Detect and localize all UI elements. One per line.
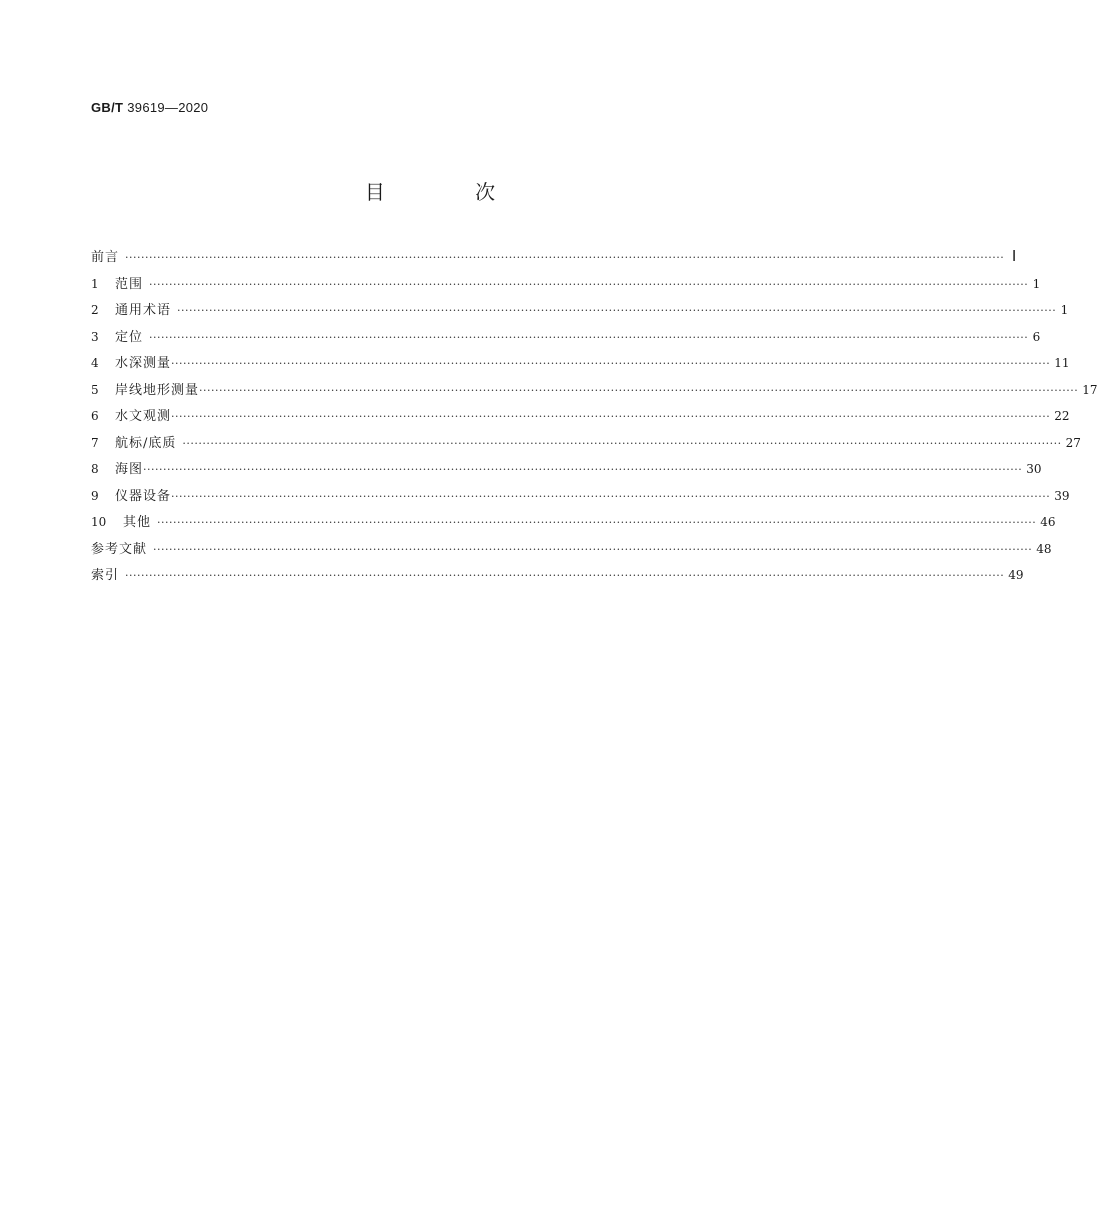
standard-code [91,100,208,115]
toc-entry-others[interactable] [91,509,1056,536]
toc-leader-dots: ···························································································································································································································· [171,489,1051,503]
toc-entry-bathymetry[interactable] [91,350,1070,377]
toc-entry-positioning[interactable] [91,324,1041,351]
toc-entry-scope[interactable] [91,271,1041,298]
toc-leader-dots: ···························································································································································································································· [171,357,1051,370]
toc-entry-page: 17 [1082,382,1098,397]
toc-entry-label: 海图 [115,462,144,477]
toc-entry-general-terms[interactable] [91,297,1069,324]
toc-title: 目 次 [364,180,538,204]
toc-entry-page: 39 [1054,488,1070,503]
toc-entry-label: 定位 [115,329,144,345]
toc-leader-dots: ···························································································································································································································· [125,569,1005,582]
toc-entry-label: 参考文献 [91,541,148,557]
toc-entry-number: 5 [91,382,99,397]
toc-entry-page: 48 [1036,541,1052,556]
toc-entry-number: 4 [91,356,99,370]
toc-entry-label: 航标/底质 [115,435,177,451]
toc-entry-coastline-survey[interactable] [91,377,1098,404]
toc-entry-number: 1 [91,276,99,291]
toc-entry-charts[interactable] [91,456,1042,483]
toc-entry-label: 其他 [123,515,152,530]
toc-entry-label: 范围 [115,276,144,292]
toc-entry-number: 7 [91,435,99,450]
toc-entry-label: 索引 [91,568,120,583]
toc-entry-number: 6 [91,409,99,423]
toc-leader-dots: ···························································································································································································································· [177,304,1057,317]
toc-leader-dots: ···························································································································································································································· [199,383,1079,397]
toc-entry-page: 1 [1060,303,1069,317]
toc-entry-page: Ⅰ [1011,249,1017,265]
toc-entry-page: 30 [1026,462,1042,476]
toc-entry-label: 通用术语 [115,303,172,318]
toc-leader-dots: ···························································································································································································································· [125,251,1005,264]
toc-entry-navaids-seabed[interactable] [91,430,1081,457]
standard-number: 39619—2020 [127,100,209,115]
toc-leader-dots: ···························································································································································································································· [149,330,1029,344]
toc-entry-page: 1 [1032,276,1041,291]
toc-leader-dots: ···························································································································································································································· [153,542,1033,556]
toc-entry-label: 水文观测 [115,409,172,424]
toc-entry-label: 水深测量 [115,356,172,371]
toc-leader-dots: ···························································································································································································································· [182,436,1062,450]
toc-leader-dots: ···························································································································································································································· [149,277,1029,291]
toc-entry-references[interactable] [91,536,1052,563]
toc-entry-page: 46 [1040,515,1056,529]
toc-entry-page: 22 [1054,409,1070,423]
toc-entry-number: 10 [91,515,107,529]
toc-entry-page: 27 [1065,435,1081,450]
toc-entry-instruments[interactable] [91,483,1070,510]
toc-entry-label: 仪器设备 [115,488,172,504]
toc-entry-preface[interactable] [91,244,1017,271]
toc-entry-label: 前言 [91,250,120,265]
toc-entry-hydrology[interactable] [91,403,1070,430]
toc-entry-number: 9 [91,488,99,503]
toc-entry-index[interactable] [91,562,1024,589]
toc-leader-dots: ···························································································································································································································· [143,463,1023,476]
toc-entry-page: 11 [1054,356,1070,370]
toc-entry-number: 8 [91,462,99,476]
table-of-contents [91,244,1098,589]
toc-entry-page: 6 [1032,329,1041,344]
toc-entry-number: 2 [91,303,99,317]
toc-entry-label: 岸线地形测量 [115,382,200,398]
toc-entry-page: 49 [1008,568,1024,582]
toc-entry-number: 3 [91,329,99,344]
toc-leader-dots: ···························································································································································································································· [171,410,1051,423]
standard-prefix: GB/T [91,100,124,115]
toc-leader-dots: ···························································································································································································································· [157,516,1037,529]
